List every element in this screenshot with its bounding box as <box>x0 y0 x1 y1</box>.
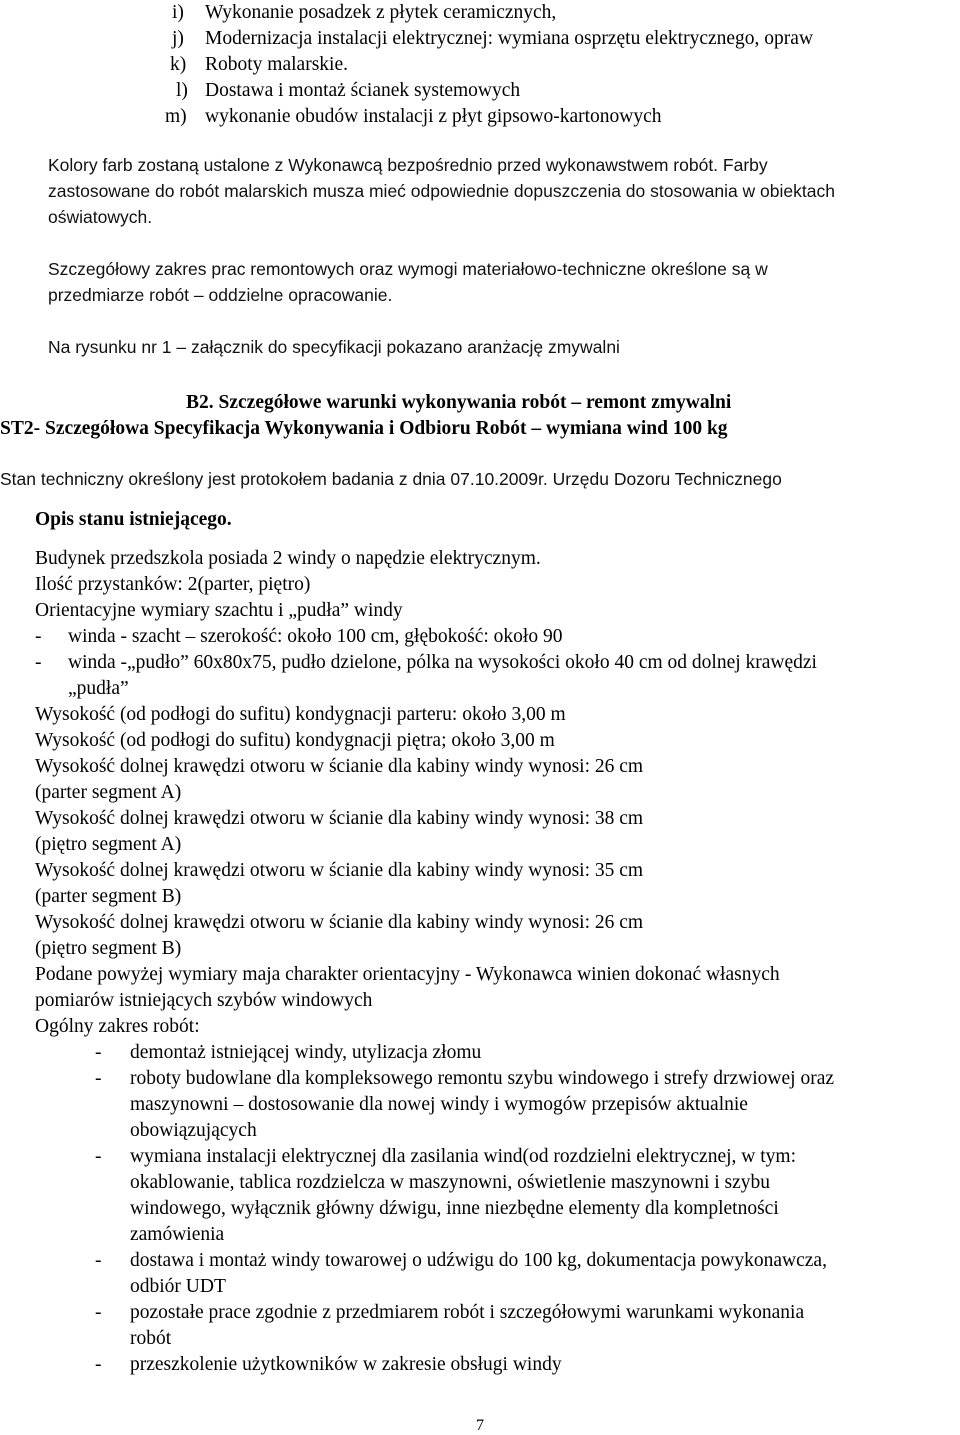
scope-item-line: okablowanie, tablica rozdzielcza w maszynowni, oświetlenie maszynowni i szybu <box>130 1172 771 1193</box>
heading-st2: ST2- Szczegółowa Specyfikacja Wykonywania i Odbioru Robót – wymiana wind 100 kg <box>0 418 728 439</box>
list-dash: - <box>95 1042 102 1063</box>
list-dash: - <box>95 1302 102 1323</box>
scope-item-line: roboty budowlane dla kompleksowego remontu szybu windowego i strefy drzwiowej oraz <box>130 1068 834 1089</box>
list-label-i: i) <box>172 2 184 23</box>
list-label-j: j) <box>172 28 184 49</box>
list-dash: - <box>95 1146 102 1167</box>
heights-line: (parter segment A) <box>35 782 182 803</box>
scope-item-line: robót <box>130 1328 172 1349</box>
scope-item-line: wymiana instalacji elektrycznej dla zasilania wind(od rozdzielni elektrycznej, w tym: <box>130 1146 796 1167</box>
heights-line: Wysokość dolnej krawędzi otworu w ścianie dla kabiny windy wynosi: 35 cm <box>35 860 644 881</box>
paragraph-colors-line: zastosowane do robót malarskich musza mieć odpowiednie dopuszczenia do stosowania w obiektach <box>48 181 835 201</box>
list-dash: - <box>95 1354 102 1375</box>
scope-item-line: przeszkolenie użytkowników w zakresie obsługi windy <box>130 1354 562 1375</box>
page-number: 7 <box>476 1417 484 1434</box>
heights-line: (piętro segment B) <box>35 938 182 959</box>
scope-item-line: maszynowni – dostosowanie dla nowej windy i wymogów przepisów aktualnie <box>130 1094 748 1115</box>
heading-b2: B2. Szczegółowe warunki wykonywania robót – remont zmywalni <box>186 392 732 413</box>
heights-line: Ogólny zakres robót: <box>35 1016 200 1037</box>
paragraph-colors-line: Kolory farb zostaną ustalone z Wykonawcą bezpośrednio przed wykonawstwem robót. Farby <box>48 155 768 175</box>
list-label-l: l) <box>176 80 188 101</box>
list-label-k: k) <box>170 54 187 75</box>
scope-item-line: pozostałe prace zgodnie z przedmiarem robót i szczegółowymi warunkami wykonania <box>130 1302 805 1323</box>
scope-item-line: odbiór UDT <box>130 1276 226 1297</box>
dims-item-line: winda - szacht – szerokość: około 100 cm, głębokość: około 90 <box>68 626 563 647</box>
heights-line: pomiarów istniejących szybów windowych <box>35 990 373 1011</box>
list-dash: - <box>95 1250 102 1271</box>
heights-line: Wysokość (od podłogi do sufitu) kondygnacji piętra; około 3,00 m <box>35 730 555 751</box>
list-dash: - <box>35 652 42 673</box>
list-item-k: Roboty malarskie. <box>205 54 348 75</box>
paragraph-scope-line: Szczegółowy zakres prac remontowych oraz wymogi materiałowo-techniczne określone są w <box>48 259 768 279</box>
list-item-j: Modernizacja instalacji elektrycznej: wymiana osprzętu elektrycznego, opraw <box>205 28 814 49</box>
building-line: Orientacyjne wymiary szachtu i „pudła” windy <box>35 600 403 621</box>
opis-heading: Opis stanu istniejącego. <box>35 509 232 530</box>
list-item-l: Dostawa i montaż ścianek systemowych <box>205 80 521 101</box>
scope-item-line: zamówienia <box>130 1224 225 1245</box>
tech-state-line: Stan techniczny określony jest protokołem badania z dnia 07.10.2009r. Urzędu Dozoru Technicznego <box>0 469 782 489</box>
dims-item-line: „pudła” <box>68 678 129 699</box>
list-dash: - <box>95 1068 102 1089</box>
heights-line: Wysokość dolnej krawędzi otworu w ścianie dla kabiny windy wynosi: 26 cm <box>35 912 644 933</box>
heights-line: Wysokość dolnej krawędzi otworu w ścianie dla kabiny windy wynosi: 26 cm <box>35 756 644 777</box>
paragraph-colors-line: oświatowych. <box>48 207 153 227</box>
building-line: Budynek przedszkola posiada 2 windy o napędzie elektrycznym. <box>35 548 541 569</box>
building-line: Ilość przystanków: 2(parter, piętro) <box>35 574 311 595</box>
scope-item-line: dostawa i montaż windy towarowej o udźwigu do 100 kg, dokumentacja powykonawcza, <box>130 1250 827 1271</box>
list-item-i: Wykonanie posadzek z płytek ceramicznych, <box>205 2 557 23</box>
paragraph-drawing: Na rysunku nr 1 – załącznik do specyfikacji pokazano aranżację zmywalni <box>48 337 620 357</box>
heights-line: Wysokość (od podłogi do sufitu) kondygnacji parteru: około 3,00 m <box>35 704 566 725</box>
heights-line: Podane powyżej wymiary maja charakter orientacyjny - Wykonawca winien dokonać własnych <box>35 964 780 985</box>
heights-line: (piętro segment A) <box>35 834 182 855</box>
scope-item-line: obowiązujących <box>130 1120 257 1141</box>
list-label-m: m) <box>165 106 187 127</box>
dims-item-line: winda -„pudło” 60x80x75, pudło dzielone, pólka na wysokości około 40 cm od dolnej krawędzi <box>68 652 817 673</box>
heights-line: Wysokość dolnej krawędzi otworu w ścianie dla kabiny windy wynosi: 38 cm <box>35 808 644 829</box>
scope-item-line: windowego, wyłącznik główny dźwigu, inne niezbędne elementy dla kompletności <box>130 1198 779 1219</box>
heights-line: (parter segment B) <box>35 886 182 907</box>
scope-item-line: demontaż istniejącej windy, utylizacja złomu <box>130 1042 482 1063</box>
list-dash: - <box>35 626 42 647</box>
paragraph-scope-line: przedmiarze robót – oddzielne opracowanie. <box>48 285 393 305</box>
list-item-m: wykonanie obudów instalacji z płyt gipsowo-kartonowych <box>205 106 662 127</box>
